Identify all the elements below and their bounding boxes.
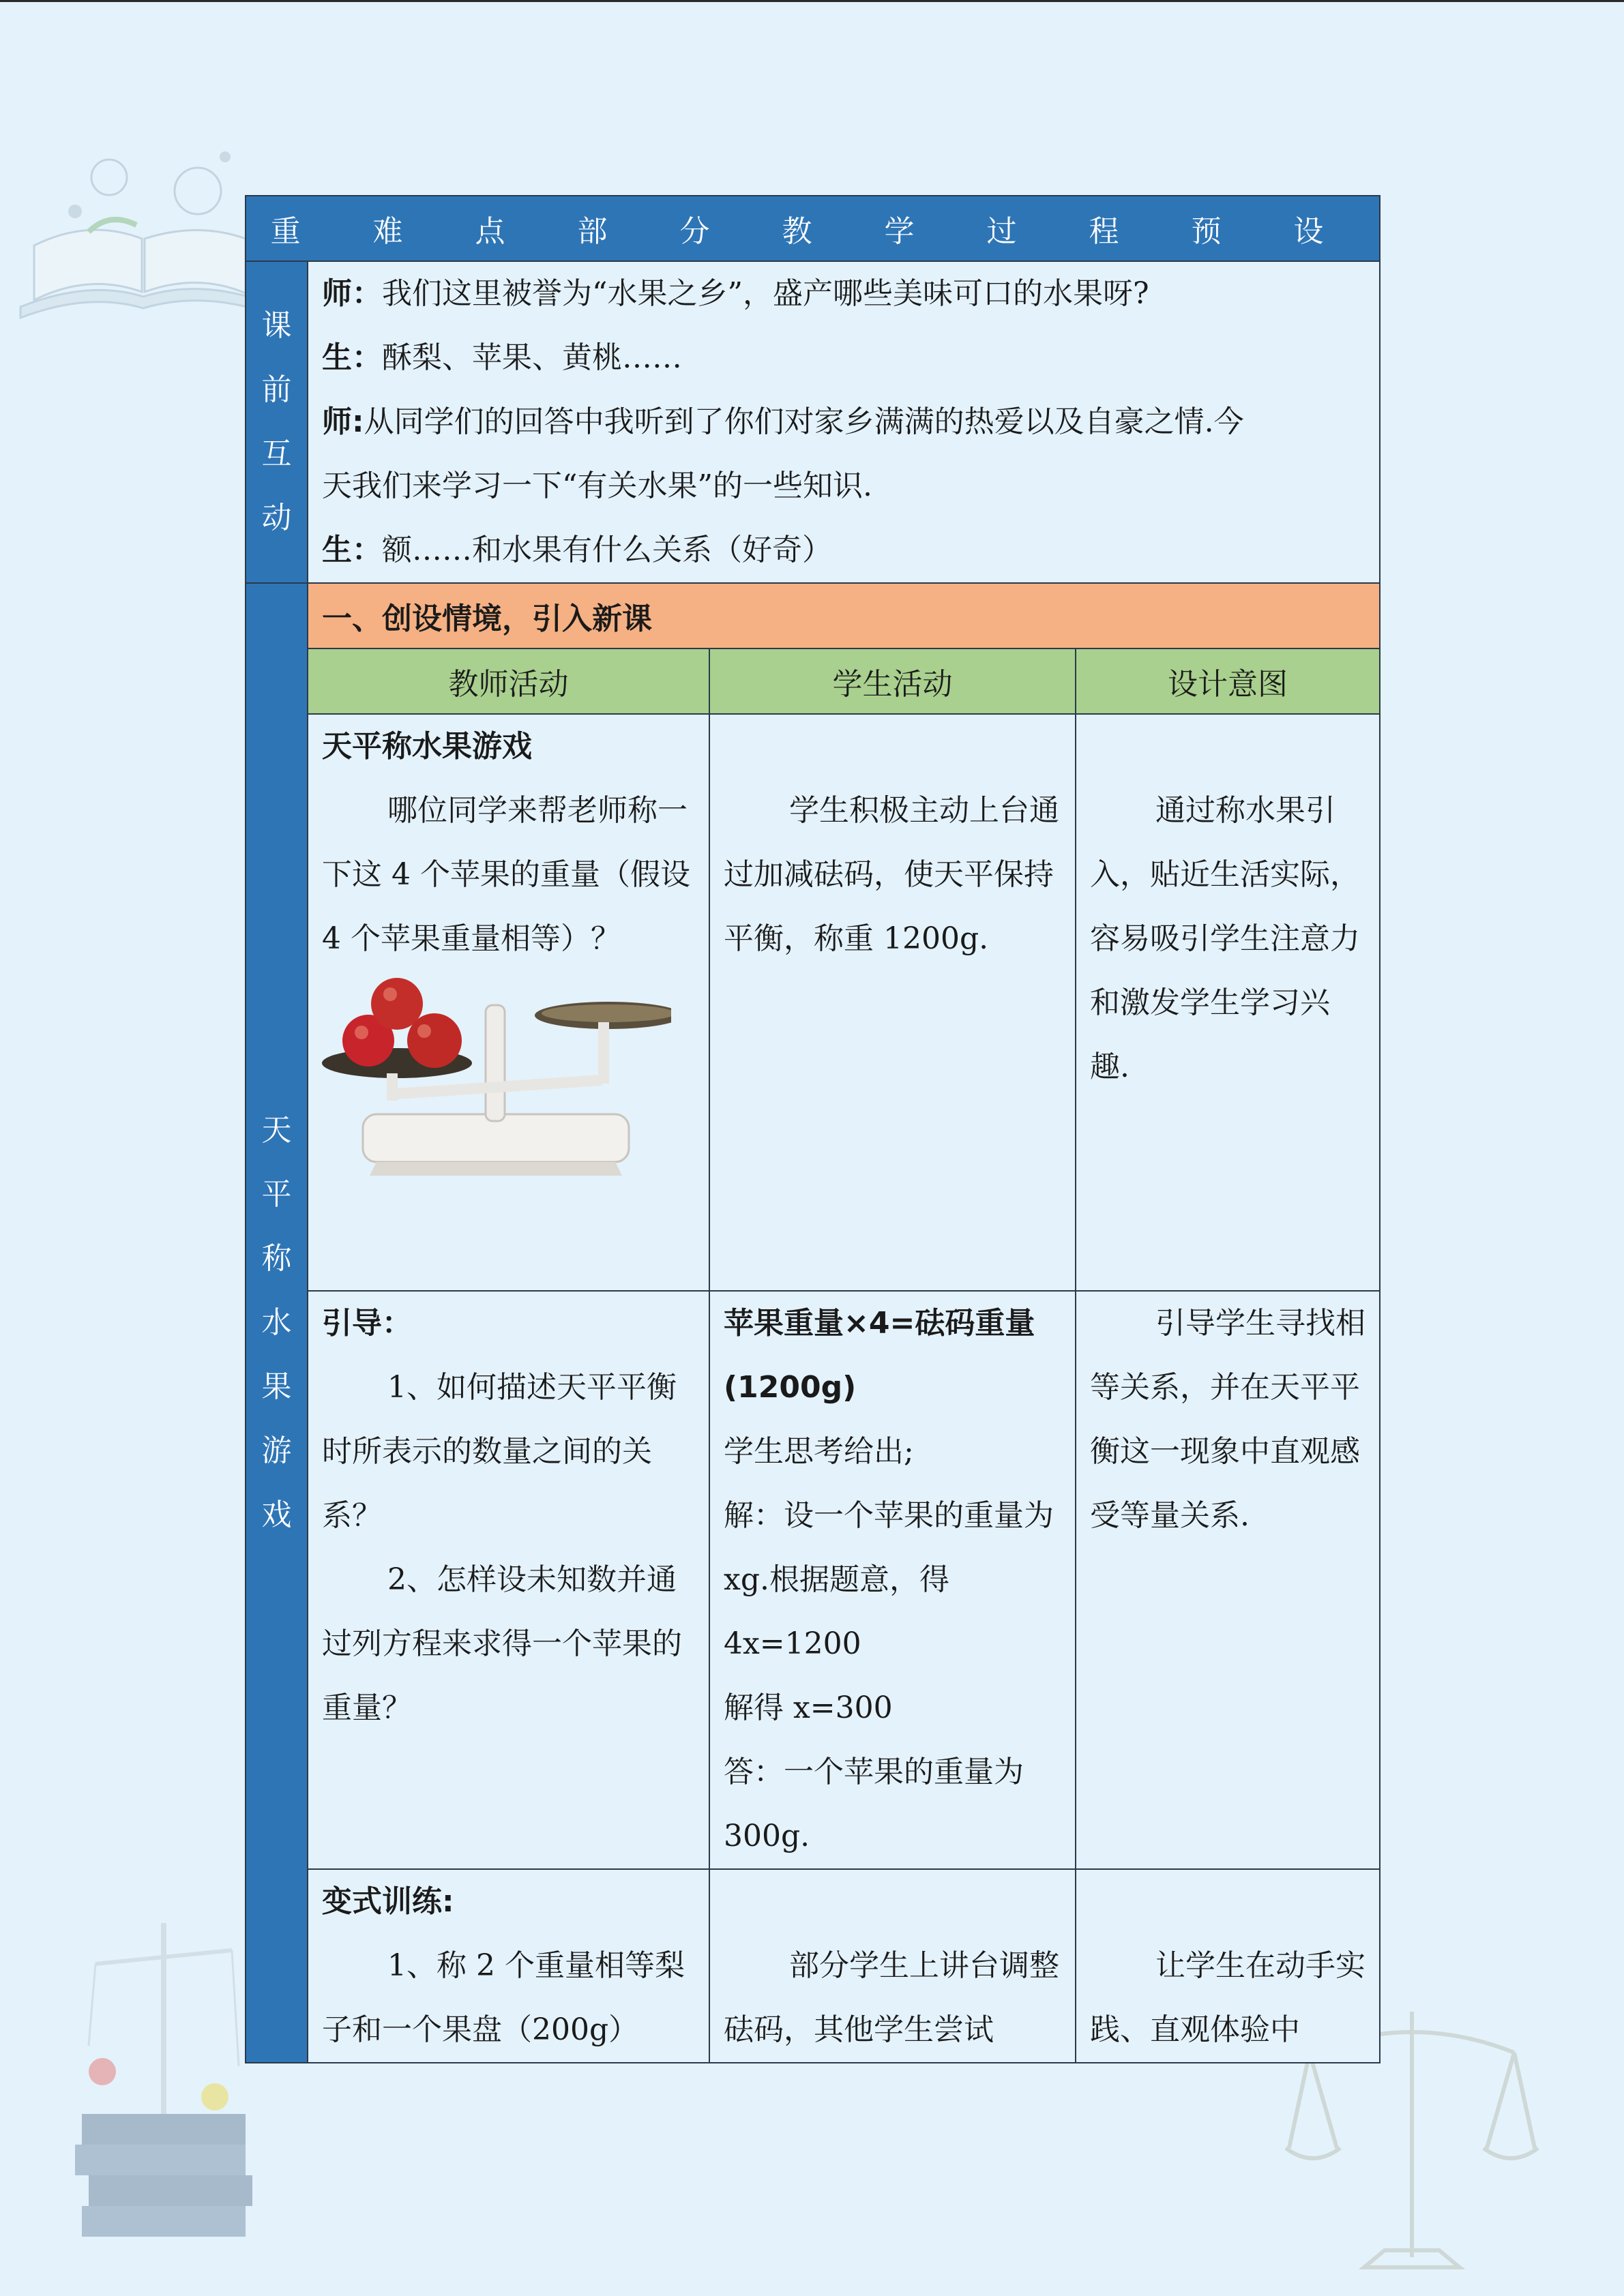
equation-statement: 苹果重量×4=砝码重量(1200g) [724,1306,1035,1405]
student-line: 学生思考给出; [724,1434,914,1469]
teacher-activity-cell [308,714,709,1291]
dialogue-line: 天我们来学习一下“有关水果”的一些知识. [322,468,872,503]
intro-dialogue [308,261,1380,583]
section-heading: 一、创设情境，引入新课 [308,583,1380,648]
student-activity-cell [709,1869,1076,2063]
apple-balance-scale-photo [322,978,671,1176]
dialogue-line: 从同学们的回答中我听到了你们对家乡满满的热爱以及自豪之情.今 [364,404,1244,439]
speaker-student: 生： [322,340,382,375]
dialogue-line: 额……和水果有什么关系（好奇） [382,533,832,567]
speaker-student: 生： [322,533,382,567]
column-header-intent: 设计意图 [1076,648,1380,714]
design-intent-cell [1076,1869,1380,2063]
design-intent-text: 让学生在动手实践、直观体验中 [1090,1948,1365,2047]
section-side-text: 天平称水果游戏 [261,1113,292,1532]
design-intent-text: 通过称水果引入，贴近生活实际，容易吸引学生注意力和激发学生学习兴趣. [1090,793,1360,1084]
intro-side-text: 课前互动 [261,308,292,535]
teacher-activity-text: 1、称 2 个重量相等梨子和一个果盘（200g） [322,1948,685,2047]
lesson-plan-table [245,195,1381,2063]
design-intent-cell [1076,1291,1380,1869]
top-border-line [0,0,1624,2]
intro-side-label [246,261,308,583]
teacher-question-1: 1、如何描述天平平衡时所表示的数量之间的关系？ [322,1370,677,1533]
teacher-activity-cell [308,1869,709,2063]
design-intent-text: 引导学生寻找相等关系，并在天平平衡这一现象中直观感受等量关系. [1090,1306,1365,1533]
activity-title: 变式训练: [322,1884,454,1919]
open-book-illustration [7,136,266,327]
table-title: 重 难 点 部 分 教 学 过 程 预 设 [246,196,1380,261]
dialogue-line: 我们这里被誉为“水果之乡”，盛产哪些美味可口的水果呀? [382,276,1149,311]
student-line: 解得 x=300 [724,1690,893,1725]
column-header-student: 学生活动 [709,648,1076,714]
student-activity-cell [709,714,1076,1291]
student-activity-cell [709,1291,1076,1869]
design-intent-cell [1076,714,1380,1291]
column-header-teacher: 教师活动 [308,648,709,714]
activity-title: 天平称水果游戏 [322,729,532,764]
student-line: 4x=1200 [724,1626,861,1661]
dialogue-line: 酥梨、苹果、黄桃…… [382,340,682,375]
student-line: 答：一个苹果的重量为 300g. [724,1755,1024,1853]
student-line: 解：设一个苹果的重量为 xg.根据题意，得 [724,1498,1054,1597]
student-activity-text: 部分学生上讲台调整砝码，其他学生尝试 [724,1948,1059,2047]
speaker-teacher: 师: [322,404,364,439]
teacher-question-2: 2、怎样设未知数并通过列方程来求得一个苹果的重量？ [322,1562,682,1725]
activity-title: 引导： [322,1306,412,1341]
teacher-activity-cell [308,1291,709,1869]
speaker-teacher: 师： [322,276,382,311]
teacher-activity-text: 哪位同学来帮老师称一下这 4 个苹果的重量（假设 4 个苹果重量相等）？ [322,793,690,956]
student-activity-text: 学生积极主动上台通过加减砝码，使天平保持平衡，称重 1200g. [724,793,1059,956]
section-side-label [246,583,308,2063]
